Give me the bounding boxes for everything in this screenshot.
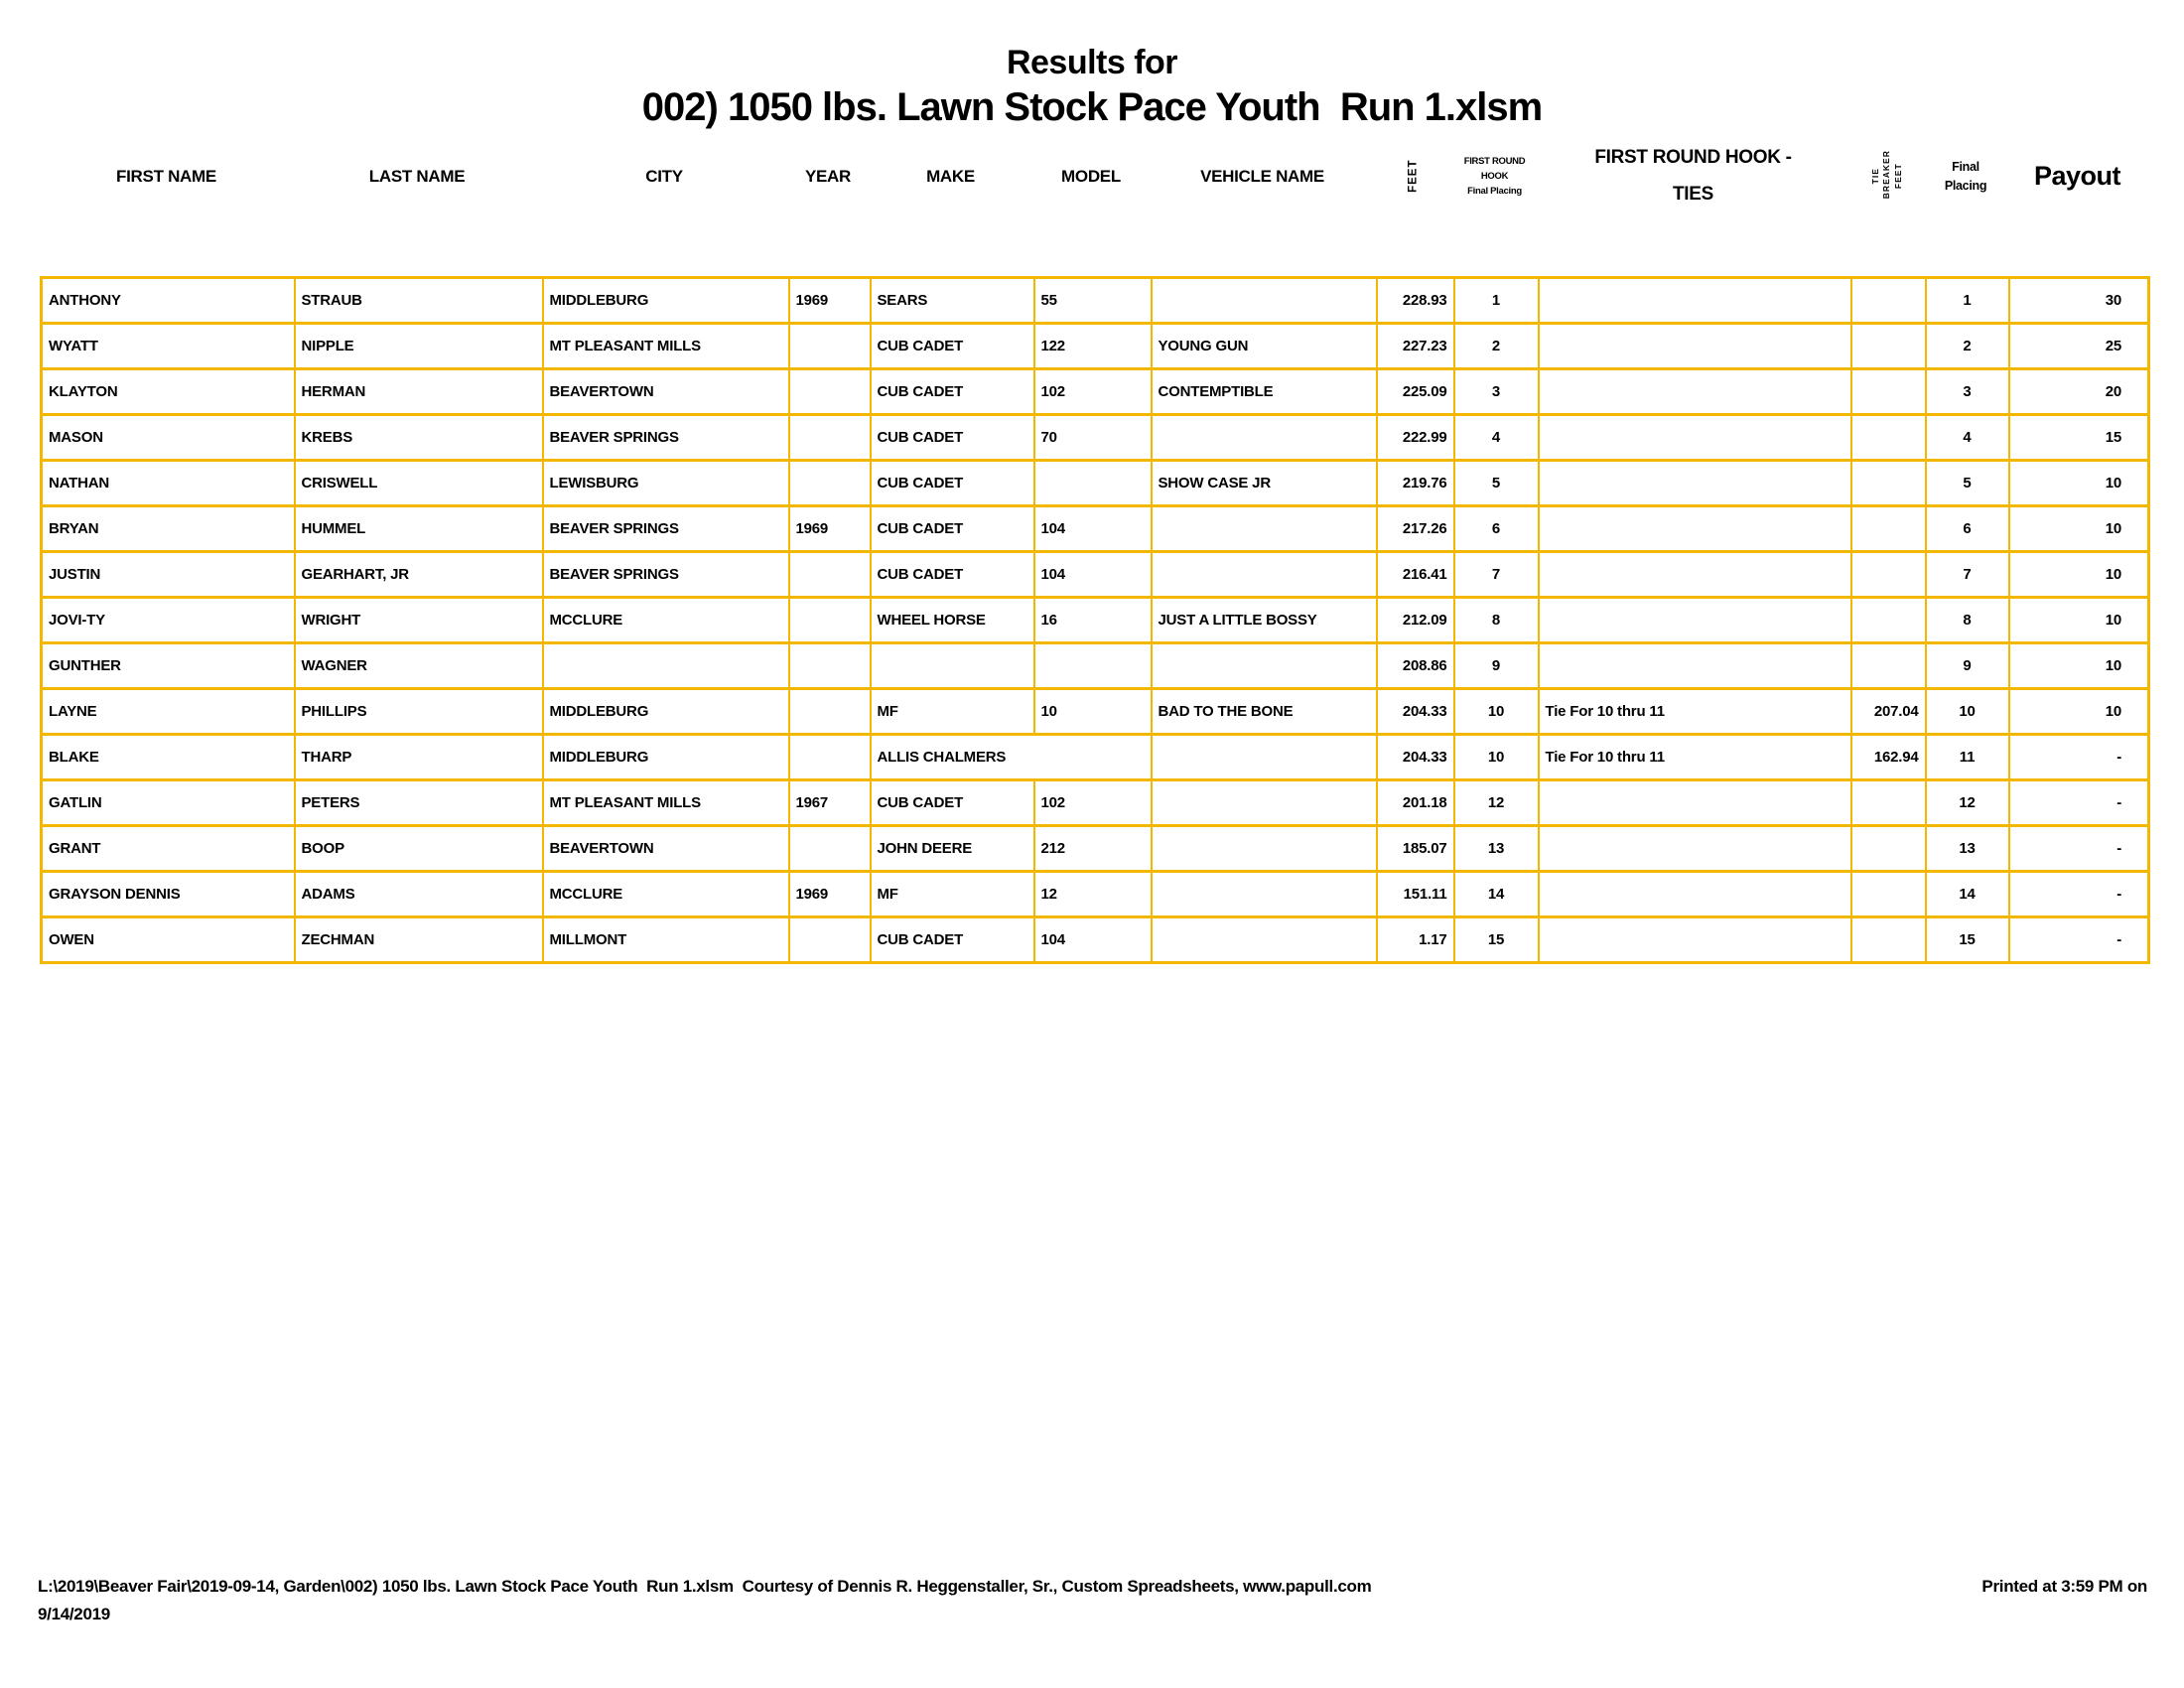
cell-first-round-hook-ties: Tie For 10 thru 11 — [1539, 689, 1851, 735]
cell-last-name: PHILLIPS — [295, 689, 543, 735]
cell-first-round-hook-final-placing: 1 — [1454, 278, 1539, 324]
cell-city: MCCLURE — [543, 872, 789, 917]
cell-payout: 10 — [2009, 552, 2149, 598]
cell-make: SEARS — [871, 278, 1034, 324]
footer-file-path: L:\2019\Beaver Fair\2019-09-14, Garden\002) 1050 lbs. Lawn Stock Pace Youth Run 1.xlsm Courtesy of Dennis R. Heggenstaller, Sr., Custom Spreadsheets, www.papull.com — [38, 1577, 1372, 1596]
cell-first-round-hook-final-placing: 4 — [1454, 415, 1539, 461]
table-row — [42, 917, 2149, 963]
cell-last-name: ADAMS — [295, 872, 543, 917]
table-row — [42, 324, 2149, 369]
cell-tie-breaker-feet — [1851, 552, 1926, 598]
table-row — [42, 872, 2149, 917]
cell-first-name: GRAYSON DENNIS — [42, 872, 295, 917]
cell-final-placing: 14 — [1926, 872, 2009, 917]
cell-first-round-hook-ties — [1539, 369, 1851, 415]
cell-feet: 227.23 — [1377, 324, 1454, 369]
cell-first-round-hook-ties — [1539, 872, 1851, 917]
table-header-row — [40, 139, 2147, 213]
cell-make: CUB CADET — [871, 461, 1034, 506]
cell-model — [1034, 643, 1152, 689]
column-header-model: MODEL — [1061, 166, 1121, 186]
cell-vehicle-name — [1152, 917, 1377, 963]
cell-model: 104 — [1034, 506, 1152, 552]
cell-vehicle-name — [1152, 780, 1377, 826]
cell-tie-breaker-feet — [1851, 826, 1926, 872]
cell-payout: - — [2009, 735, 2149, 780]
cell-model: 70 — [1034, 415, 1152, 461]
cell-payout: - — [2009, 826, 2149, 872]
cell-tie-breaker-feet — [1851, 598, 1926, 643]
cell-first-round-hook-ties — [1539, 917, 1851, 963]
results-table — [40, 276, 2150, 964]
cell-model: 104 — [1034, 917, 1152, 963]
cell-city: MT PLEASANT MILLS — [543, 324, 789, 369]
cell-year — [789, 415, 871, 461]
cell-first-name: GRANT — [42, 826, 295, 872]
cell-year — [789, 643, 871, 689]
cell-first-round-hook-ties: Tie For 10 thru 11 — [1539, 735, 1851, 780]
cell-last-name: STRAUB — [295, 278, 543, 324]
cell-vehicle-name — [1152, 506, 1377, 552]
column-header-first-round-hook-final-placing: FIRST ROUND HOOK Final Placing — [1463, 155, 1526, 198]
table-row — [42, 369, 2149, 415]
cell-make: JOHN DEERE — [871, 826, 1034, 872]
cell-make: ALLIS CHALMERS — [871, 735, 1152, 780]
table-row — [42, 689, 2149, 735]
cell-city: MCCLURE — [543, 598, 789, 643]
cell-make: CUB CADET — [871, 369, 1034, 415]
cell-payout: - — [2009, 780, 2149, 826]
cell-feet: 204.33 — [1377, 689, 1454, 735]
cell-first-name: BRYAN — [42, 506, 295, 552]
column-header-first-name: FIRST NAME — [116, 166, 216, 186]
cell-city: MIDDLEBURG — [543, 735, 789, 780]
cell-final-placing: 15 — [1926, 917, 2009, 963]
cell-city — [543, 643, 789, 689]
cell-year — [789, 369, 871, 415]
cell-make: MF — [871, 872, 1034, 917]
cell-year: 1969 — [789, 278, 871, 324]
cell-payout: 10 — [2009, 598, 2149, 643]
cell-vehicle-name: YOUNG GUN — [1152, 324, 1377, 369]
column-header-last-name: LAST NAME — [368, 166, 466, 186]
cell-first-name: OWEN — [42, 917, 295, 963]
cell-final-placing: 4 — [1926, 415, 2009, 461]
cell-feet: 216.41 — [1377, 552, 1454, 598]
cell-last-name: GEARHART, JR — [295, 552, 543, 598]
cell-final-placing: 5 — [1926, 461, 2009, 506]
cell-last-name: CRISWELL — [295, 461, 543, 506]
cell-payout: 10 — [2009, 461, 2149, 506]
cell-first-round-hook-ties — [1539, 278, 1851, 324]
cell-first-round-hook-final-placing: 5 — [1454, 461, 1539, 506]
cell-vehicle-name — [1152, 872, 1377, 917]
cell-first-round-hook-final-placing: 15 — [1454, 917, 1539, 963]
footer-row — [38, 1577, 2147, 1597]
column-header-final-placing: Final Placing — [1944, 159, 1987, 193]
cell-vehicle-name — [1152, 278, 1377, 324]
cell-make: CUB CADET — [871, 415, 1034, 461]
cell-payout: 20 — [2009, 369, 2149, 415]
cell-city: BEAVER SPRINGS — [543, 506, 789, 552]
cell-final-placing: 3 — [1926, 369, 2009, 415]
cell-first-name: BLAKE — [42, 735, 295, 780]
table-row — [42, 826, 2149, 872]
cell-model: 104 — [1034, 552, 1152, 598]
cell-year: 1967 — [789, 780, 871, 826]
cell-final-placing: 11 — [1926, 735, 2009, 780]
cell-vehicle-name — [1152, 643, 1377, 689]
cell-final-placing: 2 — [1926, 324, 2009, 369]
cell-first-round-hook-final-placing: 8 — [1454, 598, 1539, 643]
cell-first-round-hook-ties — [1539, 415, 1851, 461]
cell-year — [789, 552, 871, 598]
cell-last-name: KREBS — [295, 415, 543, 461]
table-row — [42, 552, 2149, 598]
cell-make: CUB CADET — [871, 324, 1034, 369]
cell-first-round-hook-final-placing: 10 — [1454, 689, 1539, 735]
cell-city: MILLMONT — [543, 917, 789, 963]
cell-feet: 217.26 — [1377, 506, 1454, 552]
column-header-make: MAKE — [926, 166, 975, 186]
cell-last-name: NIPPLE — [295, 324, 543, 369]
cell-payout: 10 — [2009, 506, 2149, 552]
cell-tie-breaker-feet — [1851, 506, 1926, 552]
cell-first-round-hook-final-placing: 9 — [1454, 643, 1539, 689]
cell-first-round-hook-ties — [1539, 506, 1851, 552]
cell-payout: 15 — [2009, 415, 2149, 461]
cell-vehicle-name — [1152, 415, 1377, 461]
cell-payout: 30 — [2009, 278, 2149, 324]
cell-first-round-hook-final-placing: 10 — [1454, 735, 1539, 780]
cell-first-name: JOVI-TY — [42, 598, 295, 643]
cell-year — [789, 826, 871, 872]
cell-feet: 1.17 — [1377, 917, 1454, 963]
report-title: Results for — [1006, 44, 1178, 81]
table-row — [42, 598, 2149, 643]
cell-model: 16 — [1034, 598, 1152, 643]
column-header-tie-breaker-feet: TIE BREAKER FEET — [1869, 150, 1903, 200]
cell-first-round-hook-final-placing: 12 — [1454, 780, 1539, 826]
cell-tie-breaker-feet — [1851, 780, 1926, 826]
cell-vehicle-name: BAD TO THE BONE — [1152, 689, 1377, 735]
cell-payout: - — [2009, 917, 2149, 963]
cell-last-name: PETERS — [295, 780, 543, 826]
cell-first-round-hook-ties — [1539, 552, 1851, 598]
cell-year — [789, 735, 871, 780]
cell-first-name: GATLIN — [42, 780, 295, 826]
cell-first-name: JUSTIN — [42, 552, 295, 598]
cell-feet: 228.93 — [1377, 278, 1454, 324]
cell-payout: 10 — [2009, 643, 2149, 689]
footer-print-date: 9/14/2019 — [38, 1605, 110, 1623]
cell-tie-breaker-feet — [1851, 872, 1926, 917]
cell-tie-breaker-feet — [1851, 917, 1926, 963]
cell-year — [789, 917, 871, 963]
cell-feet: 204.33 — [1377, 735, 1454, 780]
table-row — [42, 735, 2149, 780]
cell-model: 122 — [1034, 324, 1152, 369]
cell-feet: 219.76 — [1377, 461, 1454, 506]
cell-tie-breaker-feet — [1851, 461, 1926, 506]
cell-feet: 222.99 — [1377, 415, 1454, 461]
cell-first-round-hook-ties — [1539, 461, 1851, 506]
cell-year: 1969 — [789, 872, 871, 917]
cell-model: 10 — [1034, 689, 1152, 735]
cell-model: 212 — [1034, 826, 1152, 872]
cell-make: CUB CADET — [871, 506, 1034, 552]
cell-first-name: KLAYTON — [42, 369, 295, 415]
cell-vehicle-name — [1152, 735, 1377, 780]
cell-vehicle-name — [1152, 826, 1377, 872]
table-row — [42, 415, 2149, 461]
cell-final-placing: 12 — [1926, 780, 2009, 826]
cell-first-round-hook-ties — [1539, 643, 1851, 689]
cell-vehicle-name: SHOW CASE JR — [1152, 461, 1377, 506]
cell-vehicle-name: JUST A LITTLE BOSSY — [1152, 598, 1377, 643]
cell-make: MF — [871, 689, 1034, 735]
cell-final-placing: 7 — [1926, 552, 2009, 598]
table-row — [42, 461, 2149, 506]
report-subtitle-filename: 002) 1050 lbs. Lawn Stock Pace Youth Run 1.xlsm — [641, 85, 1543, 129]
cell-city: BEAVERTOWN — [543, 369, 789, 415]
cell-first-round-hook-ties — [1539, 324, 1851, 369]
cell-payout: 10 — [2009, 689, 2149, 735]
cell-last-name: HUMMEL — [295, 506, 543, 552]
cell-first-round-hook-ties — [1539, 826, 1851, 872]
cell-year: 1969 — [789, 506, 871, 552]
cell-last-name: BOOP — [295, 826, 543, 872]
cell-last-name: WRIGHT — [295, 598, 543, 643]
table-row — [42, 506, 2149, 552]
cell-first-round-hook-final-placing: 6 — [1454, 506, 1539, 552]
cell-last-name: HERMAN — [295, 369, 543, 415]
cell-first-name: GUNTHER — [42, 643, 295, 689]
cell-feet: 185.07 — [1377, 826, 1454, 872]
table-row — [42, 780, 2149, 826]
cell-first-round-hook-final-placing: 3 — [1454, 369, 1539, 415]
cell-feet: 225.09 — [1377, 369, 1454, 415]
cell-model: 55 — [1034, 278, 1152, 324]
cell-feet: 212.09 — [1377, 598, 1454, 643]
cell-final-placing: 6 — [1926, 506, 2009, 552]
cell-make: CUB CADET — [871, 917, 1034, 963]
cell-city: LEWISBURG — [543, 461, 789, 506]
cell-year — [789, 689, 871, 735]
footer-printed-at: Printed at 3:59 PM on — [1981, 1577, 2147, 1596]
cell-tie-breaker-feet — [1851, 369, 1926, 415]
cell-make: CUB CADET — [871, 780, 1034, 826]
cell-last-name: ZECHMAN — [295, 917, 543, 963]
cell-payout: 25 — [2009, 324, 2149, 369]
cell-final-placing: 9 — [1926, 643, 2009, 689]
cell-city: BEAVER SPRINGS — [543, 552, 789, 598]
cell-model — [1034, 461, 1152, 506]
cell-tie-breaker-feet: 207.04 — [1851, 689, 1926, 735]
column-header-first-round-hook-ties: FIRST ROUND HOOK - TIES — [1594, 147, 1792, 205]
cell-first-name: NATHAN — [42, 461, 295, 506]
cell-first-round-hook-ties — [1539, 780, 1851, 826]
results-tbody — [42, 278, 2149, 963]
cell-feet: 201.18 — [1377, 780, 1454, 826]
column-header-feet: FEET — [1407, 159, 1420, 194]
cell-first-round-hook-ties — [1539, 598, 1851, 643]
cell-make: WHEEL HORSE — [871, 598, 1034, 643]
table-row — [42, 643, 2149, 689]
cell-final-placing: 10 — [1926, 689, 2009, 735]
cell-feet: 151.11 — [1377, 872, 1454, 917]
cell-make — [871, 643, 1034, 689]
cell-tie-breaker-feet — [1851, 643, 1926, 689]
cell-model: 102 — [1034, 369, 1152, 415]
cell-vehicle-name: CONTEMPTIBLE — [1152, 369, 1377, 415]
column-header-payout: Payout — [2033, 160, 2121, 191]
cell-first-name: WYATT — [42, 324, 295, 369]
cell-model: 102 — [1034, 780, 1152, 826]
column-header-year: YEAR — [804, 166, 852, 186]
cell-final-placing: 13 — [1926, 826, 2009, 872]
cell-model: 12 — [1034, 872, 1152, 917]
cell-vehicle-name — [1152, 552, 1377, 598]
cell-city: MT PLEASANT MILLS — [543, 780, 789, 826]
cell-final-placing: 1 — [1926, 278, 2009, 324]
cell-year — [789, 461, 871, 506]
cell-first-name: MASON — [42, 415, 295, 461]
cell-first-round-hook-final-placing: 2 — [1454, 324, 1539, 369]
cell-final-placing: 8 — [1926, 598, 2009, 643]
cell-city: MIDDLEBURG — [543, 689, 789, 735]
cell-city: MIDDLEBURG — [543, 278, 789, 324]
cell-first-round-hook-final-placing: 14 — [1454, 872, 1539, 917]
cell-last-name: THARP — [295, 735, 543, 780]
cell-make: CUB CADET — [871, 552, 1034, 598]
cell-city: BEAVER SPRINGS — [543, 415, 789, 461]
cell-first-round-hook-final-placing: 13 — [1454, 826, 1539, 872]
cell-last-name: WAGNER — [295, 643, 543, 689]
table-row — [42, 278, 2149, 324]
cell-year — [789, 324, 871, 369]
cell-year — [789, 598, 871, 643]
cell-city: BEAVERTOWN — [543, 826, 789, 872]
cell-feet: 208.86 — [1377, 643, 1454, 689]
cell-tie-breaker-feet — [1851, 278, 1926, 324]
column-header-city: CITY — [645, 166, 683, 186]
cell-tie-breaker-feet: 162.94 — [1851, 735, 1926, 780]
cell-tie-breaker-feet — [1851, 324, 1926, 369]
cell-first-round-hook-final-placing: 7 — [1454, 552, 1539, 598]
cell-payout: - — [2009, 872, 2149, 917]
column-header-vehicle-name: VEHICLE NAME — [1200, 166, 1324, 186]
cell-first-name: LAYNE — [42, 689, 295, 735]
cell-first-name: ANTHONY — [42, 278, 295, 324]
cell-tie-breaker-feet — [1851, 415, 1926, 461]
